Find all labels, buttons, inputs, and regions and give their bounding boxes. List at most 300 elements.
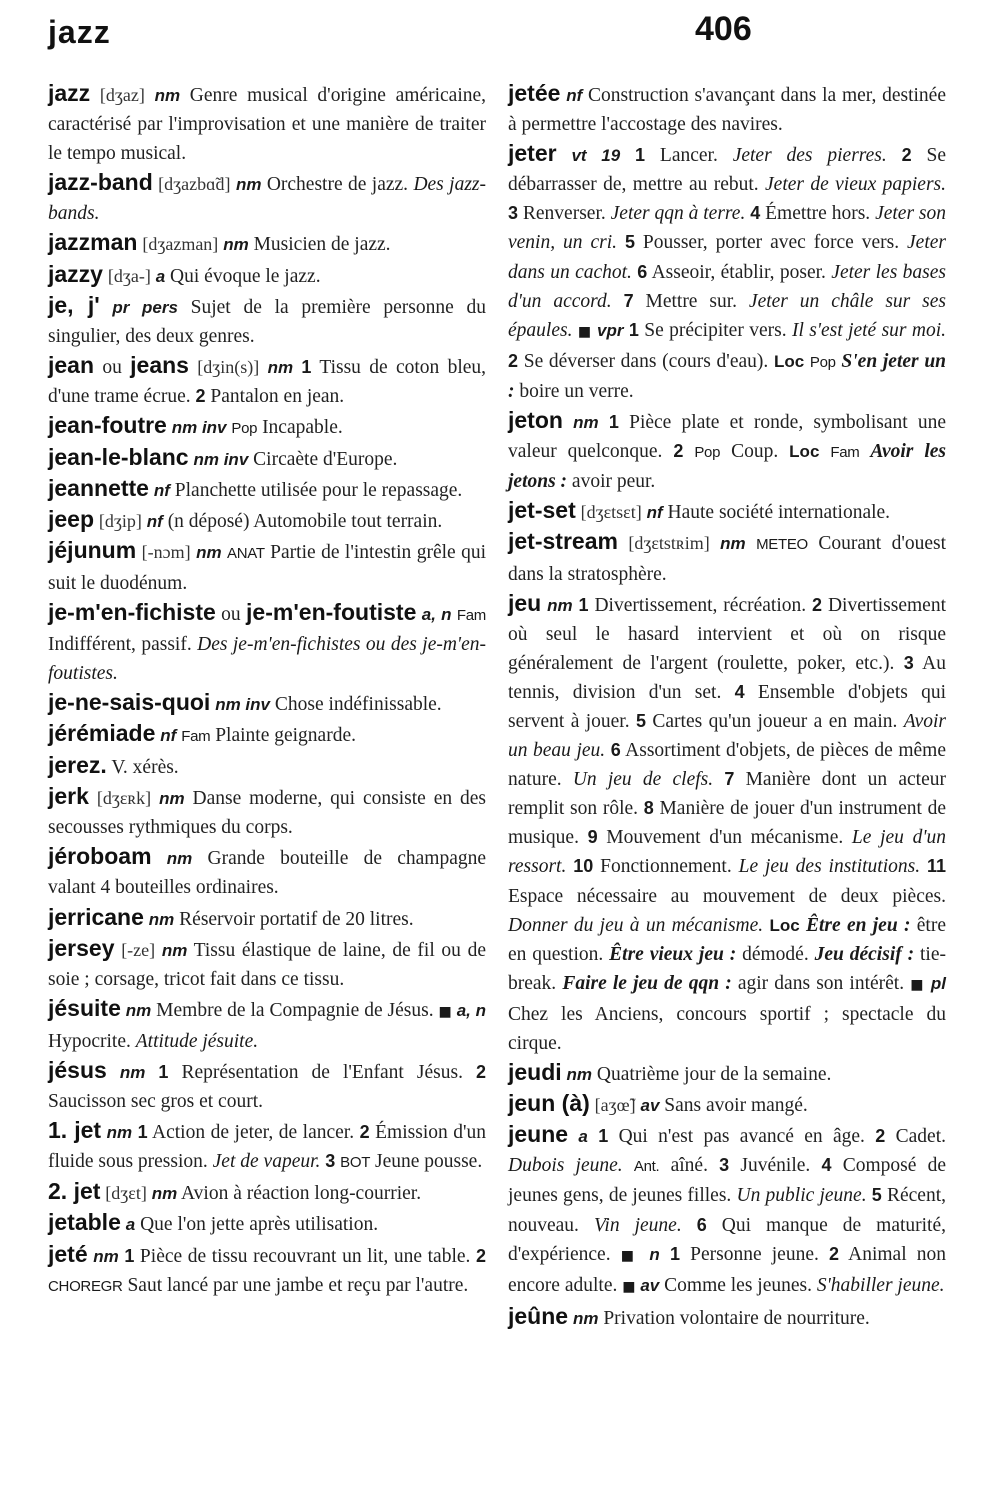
part-of-speech: nm	[119, 1063, 146, 1082]
definition-text: Comme les jeunes.	[659, 1274, 817, 1296]
headword: jérémiade	[48, 719, 156, 746]
example-text: Vin jeune.	[593, 1214, 682, 1236]
dictionary-entry	[48, 505, 486, 536]
headword: jésuite	[48, 994, 121, 1021]
part-of-speech: nf	[646, 503, 663, 523]
headword: jet-stream	[508, 528, 618, 555]
definition-text: Incapable.	[257, 417, 343, 439]
pronunciation: [dʒɛt]	[105, 1183, 147, 1204]
definition-text: Haute société internationale.	[662, 502, 891, 524]
dictionary-entry	[508, 1058, 946, 1089]
definition-text: Quatrième jour de la semaine.	[592, 1064, 832, 1086]
definition-text: Danse moderne, qui consiste en des secousses rythmiques du corps.	[48, 788, 487, 839]
definition-text: Membre de la Compagnie de Jésus.	[151, 999, 439, 1021]
part-of-speech: nm	[151, 1184, 178, 1204]
example-text: Des jazz-bands.	[48, 174, 486, 225]
dictionary-entry	[48, 351, 486, 411]
definition-text: Que l'on jette après utilisation.	[135, 1214, 379, 1236]
usage-label: Fam	[830, 444, 860, 462]
definition-text: Divertissement, récréation.	[588, 594, 813, 616]
headword: jeudi	[508, 1059, 562, 1086]
definition-text: Privation volontaire de nourriture.	[598, 1307, 870, 1329]
sense-number: 1	[628, 319, 639, 340]
pronunciation: [dʒa-]	[107, 265, 151, 286]
definition-text: (n déposé) Automobile tout terrain.	[162, 511, 443, 533]
definition-text: Tissu élastique de laine, de fil ou de soie ; corsage, tricot fait dans ce tissu.	[48, 939, 487, 990]
sense-number: 2	[475, 1245, 486, 1266]
dictionary-entry	[508, 1089, 946, 1120]
headword: jazzman	[48, 229, 138, 256]
right-column	[508, 79, 946, 1333]
headword: jeter	[508, 140, 557, 167]
sense-number: 1	[598, 1126, 609, 1147]
definition-text: Musicien de jazz.	[248, 234, 391, 256]
definition-text: Coup.	[720, 441, 790, 463]
sense-number: 2	[195, 385, 206, 406]
example-text: Des je-m'en-fichistes ou des je-m'en-foutistes.	[48, 633, 486, 684]
definition-text: Fonctionnement.	[593, 856, 739, 878]
dictionary-entry	[48, 842, 486, 902]
definition-text: Orchestre de jazz.	[261, 174, 414, 196]
definition-text	[100, 297, 113, 318]
headword: jeans	[130, 351, 189, 378]
example-text: Le jeu d'un ressort.	[508, 827, 946, 878]
definition-text	[563, 412, 573, 433]
definition-text: Planchette utilisée pour le repassage.	[169, 480, 463, 502]
dictionary-entry	[508, 79, 946, 139]
definition-text: Cadet.	[885, 1126, 946, 1148]
dictionary-entry	[48, 1056, 486, 1116]
headword: 2. jet	[48, 1178, 101, 1205]
pronunciation: [dʒin(s)]	[197, 356, 260, 377]
definition-text: agir dans son intérêt.	[731, 972, 911, 994]
sense-number: 4	[821, 1155, 832, 1176]
usage-label: METEO	[756, 536, 808, 554]
sense-number: 8	[643, 798, 654, 819]
headword: jazz-band	[48, 169, 153, 196]
part-of-speech: nm	[720, 534, 746, 554]
part-of-speech: nm	[93, 1246, 119, 1266]
part-of-speech: a	[578, 1127, 588, 1147]
example-text: Jeter qqn à terre.	[610, 203, 746, 225]
definition-text: Partie de l'intestin grêle qui suit le duodénum.	[48, 542, 487, 594]
part-of-speech: nm	[573, 413, 599, 433]
sense-number: 1	[301, 356, 312, 377]
definition-text: Action de jeter, de lancer.	[147, 1122, 360, 1144]
example-text: Un jeu de clefs.	[572, 769, 714, 791]
example-text: Un public jeune.	[736, 1185, 867, 1207]
definition-text: Se débarrasser de, mettre au rebut.	[508, 145, 947, 196]
headword: je-m'en-foutiste	[246, 598, 417, 625]
sense-number: 2	[812, 594, 823, 615]
definition-text: Plainte geignarde.	[210, 724, 356, 746]
definition-text: Saucisson sec gros et court.	[48, 1091, 263, 1113]
dictionary-entry	[48, 228, 486, 259]
definition-text	[557, 145, 572, 166]
usage-label: ANAT	[227, 545, 265, 563]
definition-text: avoir peur.	[567, 471, 656, 493]
definition-text: Indifférent, passif.	[48, 633, 198, 655]
definition-text: Grande bouteille de champagne valant 4 bouteilles ordinaires.	[48, 848, 487, 899]
page-number: 406	[695, 10, 752, 48]
definition-text	[887, 145, 902, 166]
definition-text: Juvénile.	[729, 1155, 822, 1177]
headword: jeannette	[48, 475, 149, 502]
headword: jerricane	[48, 903, 144, 930]
definition-text: Émettre hors.	[760, 203, 876, 225]
part-of-speech: nm	[196, 543, 222, 563]
definition-text: Courant d'ouest dans la stratosphère.	[508, 533, 947, 585]
dictionary-entry	[48, 411, 486, 443]
example-text: Jeter de vieux papiers.	[765, 174, 946, 196]
sense-number: 3	[903, 652, 914, 673]
definition-text: Composé de jeunes gens, de jeunes filles.	[508, 1155, 947, 1207]
headword: je-ne-sais-quoi	[48, 688, 211, 715]
sense-number: 3	[719, 1155, 730, 1176]
definition-text: Réservoir portatif de 20 litres.	[174, 908, 414, 930]
example-text: Donner du jeu à un mécanisme.	[508, 914, 764, 936]
part-of-speech: a	[125, 1215, 136, 1235]
section-marker: ■	[438, 1003, 452, 1020]
headword: jeu	[508, 589, 542, 616]
definition-text: Manière dont un acteur remplit son rôle.	[508, 769, 946, 820]
definition-text: Avion à réaction long-courrier.	[177, 1183, 422, 1205]
definition-text: Genre musical d'origine américaine, caractérisé par l'improvisation et une manière de traiter le tempo musical.	[48, 85, 487, 165]
definition-text: Mouvement d'un mécanisme.	[597, 827, 852, 849]
sense-number: 5	[871, 1185, 882, 1206]
headword: jéjunum	[48, 537, 137, 564]
definition-text	[859, 441, 870, 462]
example-text: Jeter dans un cachot.	[508, 232, 947, 283]
expression: Jeu décisif :	[814, 943, 915, 965]
definition-text	[623, 1155, 634, 1176]
pronunciation: [dʒip]	[98, 511, 142, 532]
headword: jetée	[508, 80, 561, 106]
part-of-speech: pl	[930, 973, 947, 993]
definition-text	[660, 1244, 670, 1265]
dictionary-entry	[508, 139, 946, 406]
sense-number: 1	[137, 1122, 148, 1143]
example-text: Il s'est jeté sur moi.	[791, 319, 947, 341]
sense-number: 2	[875, 1126, 886, 1147]
definition-text	[617, 232, 625, 253]
headword: jerk	[48, 783, 89, 810]
headword: jetable	[48, 1209, 121, 1236]
headword: jeep	[48, 506, 95, 533]
part-of-speech: nf	[146, 512, 163, 532]
part-of-speech: nm	[223, 235, 249, 255]
example-text: Jet de vapeur.	[212, 1151, 321, 1173]
definition-text	[568, 1126, 578, 1147]
definition-text	[618, 533, 628, 554]
definition-text: Tissu de coton bleu, d'une trame écrue.	[48, 356, 487, 407]
expression: Avoir les jetons :	[508, 441, 947, 493]
sense-number: 3	[325, 1151, 336, 1172]
definition-text: Qui évoque le jazz.	[165, 265, 321, 287]
headword: jerez.	[48, 752, 107, 779]
part-of-speech: nf	[153, 481, 170, 501]
part-of-speech: vt 19	[571, 146, 621, 166]
usage-label: Pop	[809, 353, 836, 371]
usage-label: Fam	[181, 727, 211, 745]
definition-text: Pantalon en jean.	[205, 385, 345, 407]
definition-text: démodé.	[736, 943, 815, 965]
dictionary-entry	[48, 79, 486, 168]
part-of-speech: nm	[547, 595, 573, 615]
definition-text: Émission d'un fluide sous pression.	[48, 1122, 487, 1173]
example-text: Jeter des pierres.	[732, 145, 887, 167]
sense-number: 1	[578, 594, 589, 615]
part-of-speech: nm	[148, 909, 175, 929]
definition-text: Asseoir, établir, poser.	[647, 261, 832, 283]
definition-text: aîné.	[659, 1155, 720, 1177]
definition-text	[145, 85, 155, 106]
sense-number: 2	[901, 145, 912, 166]
dictionary-entry	[48, 291, 486, 351]
part-of-speech: nm inv	[215, 694, 270, 714]
usage-label: Pop	[231, 420, 258, 438]
dictionary-entry	[48, 474, 486, 505]
pronunciation: [dʒazbɑ̃d]	[158, 174, 231, 195]
dictionary-entry	[48, 168, 486, 228]
headword: 1. jet	[48, 1117, 102, 1144]
expression: Être en jeu :	[805, 914, 911, 936]
definition-text: Saut lancé par une jambe et reçu par l'autre.	[122, 1274, 469, 1296]
part-of-speech: av	[640, 1096, 660, 1116]
dictionary-entry	[48, 934, 486, 994]
definition-text: Cartes qu'un joueur a en main.	[646, 710, 904, 732]
dictionary-entry	[48, 719, 486, 751]
definition-text	[620, 145, 635, 166]
section-marker: ■	[622, 1278, 636, 1295]
definition-text	[683, 441, 694, 462]
sense-number: 2	[475, 1062, 486, 1082]
definition-text: Sans avoir mangé.	[659, 1095, 808, 1117]
headword: jésus	[48, 1057, 107, 1083]
sense-number: 1	[124, 1245, 135, 1266]
expression: Faire le jeu de qqn :	[562, 972, 732, 994]
part-of-speech: nm	[159, 789, 185, 809]
definition-text: Renverser.	[518, 203, 611, 225]
sense-number: 1	[669, 1243, 680, 1264]
definition-text	[90, 85, 100, 106]
definition-text	[682, 1215, 697, 1236]
definition-text: Sujet de la première personne du singulier, des deux genres.	[48, 296, 487, 347]
definition-text	[89, 788, 97, 809]
headword: jeune	[508, 1121, 569, 1148]
definition-text: tie-break.	[508, 943, 946, 994]
definition-text: Divertissement où seul le hasard intervient et où on risque généralement de l'argent (roulette, poker, etc.).	[508, 594, 947, 674]
example-text: Jeter un châle sur ses épaules.	[508, 290, 947, 341]
dictionary-entry	[48, 1208, 486, 1239]
sense-number: 5	[624, 232, 635, 253]
sense-number: 2	[508, 350, 519, 371]
dictionary-entry	[48, 994, 486, 1056]
pronunciation: [dʒɛtstʀim]	[628, 533, 710, 554]
definition-text	[710, 533, 720, 554]
definition-text: Qui n'est pas avancé en âge.	[608, 1126, 876, 1148]
dictionary-entry	[508, 527, 946, 588]
section-marker: ■	[910, 976, 925, 993]
definition-text: être en question.	[508, 914, 946, 965]
example-text: Jeter les bases d'un accord.	[508, 261, 946, 312]
headword: jazzy	[48, 260, 103, 287]
definition-text	[713, 769, 724, 790]
dictionary-entry	[48, 1240, 486, 1301]
definition-text	[107, 1062, 120, 1083]
headword: jeun (à)	[508, 1090, 590, 1117]
definition-text	[259, 357, 267, 378]
sense-number: 11	[926, 856, 947, 877]
sense-number: 5	[635, 710, 646, 731]
headword: jazz	[48, 80, 91, 106]
example-text: Dubois jeune.	[508, 1155, 623, 1177]
part-of-speech: nm inv	[171, 418, 227, 438]
definition-text: Mettre sur.	[633, 290, 749, 312]
definition-text: Espace nécessaire au mouvement de deux pièces.	[508, 885, 946, 907]
part-of-speech: n	[649, 1244, 660, 1264]
sense-number: 2	[359, 1122, 370, 1143]
left-column	[48, 79, 486, 1301]
headword: jéroboam	[48, 843, 152, 870]
example-text: Avoir un beau jeu.	[508, 710, 946, 762]
section-marker: ■	[620, 1247, 640, 1264]
definition-text	[155, 940, 162, 961]
part-of-speech: nm	[235, 175, 262, 195]
sense-number: 9	[587, 827, 598, 848]
definition-text: Récent, nouveau.	[508, 1185, 947, 1236]
locution-marker: Loc	[773, 351, 805, 371]
sense-number: 6	[610, 740, 621, 761]
definition-text	[588, 1126, 598, 1147]
definition-text: Pièce plate et ronde, symbolisant une valeur quelconque.	[508, 412, 947, 463]
headword: jeton	[508, 407, 563, 434]
expression: S'en jeter un :	[508, 350, 947, 402]
part-of-speech: a	[155, 266, 166, 286]
sense-number: 1	[635, 145, 646, 166]
expression: Être vieux jeu :	[609, 943, 737, 965]
sense-number: 4	[750, 203, 761, 224]
definition-text: Se précipiter vers.	[638, 319, 792, 341]
part-of-speech: a, n	[456, 1000, 487, 1020]
headword: jean-le-blanc	[48, 444, 189, 471]
definition-text: V. xérès.	[106, 757, 179, 779]
part-of-speech: pr pers	[112, 297, 178, 317]
headword: jeté	[48, 1240, 88, 1267]
definition-text	[819, 441, 830, 462]
sense-number: 2	[673, 441, 684, 462]
dictionary-entry	[508, 1120, 946, 1302]
dictionary-entry	[48, 688, 486, 719]
sense-number: 1	[158, 1062, 169, 1082]
definition-text	[746, 533, 756, 554]
headword: jeûne	[508, 1302, 569, 1329]
pronunciation: [dʒɛʀk]	[96, 788, 152, 809]
definition-text: ou	[215, 603, 247, 625]
part-of-speech: nm	[267, 357, 294, 377]
part-of-speech: nm	[125, 1000, 152, 1020]
definition-text: Jeune pousse.	[370, 1151, 483, 1173]
part-of-speech: nm	[572, 1308, 599, 1328]
example-text: Attitude jésuite.	[135, 1030, 259, 1052]
definition-text: Manière de jouer d'un instrument de musique.	[508, 798, 947, 849]
usage-label: Fam	[456, 606, 487, 624]
part-of-speech: nm	[154, 86, 181, 105]
definition-text: Pousser, porter avec force vers.	[634, 232, 908, 254]
part-of-speech: nf	[566, 86, 583, 105]
part-of-speech: nm	[106, 1123, 133, 1143]
part-of-speech: nm	[166, 849, 193, 869]
headword: jersey	[48, 934, 115, 961]
dictionary-entry	[48, 536, 486, 597]
definition-text: Lancer.	[645, 145, 733, 167]
pronunciation: [-ze]	[121, 939, 156, 960]
part-of-speech: vpr	[596, 320, 624, 340]
definition-text	[145, 1062, 158, 1083]
dictionary-entry	[508, 496, 946, 527]
part-of-speech: a, n	[421, 604, 452, 624]
dictionary-entry	[48, 260, 486, 291]
sense-number: 7	[724, 769, 735, 790]
definition-text: Animal non encore adulte.	[508, 1243, 947, 1296]
sense-number: 6	[637, 261, 648, 282]
pronunciation: [dʒaz]	[99, 85, 145, 105]
dictionary-entry	[48, 782, 486, 842]
definition-text: Hypocrite.	[48, 1030, 136, 1052]
headword: je-m'en-fichiste	[48, 598, 216, 625]
definition-text	[920, 856, 927, 877]
dictionary-entry	[48, 1116, 486, 1177]
guide-word: jazz	[48, 14, 111, 50]
part-of-speech: nf	[160, 725, 177, 745]
sense-number: 10	[573, 856, 594, 877]
locution-marker: Loc	[789, 442, 820, 462]
definition-text: Qui manque de maturité, d'expérience.	[508, 1214, 947, 1265]
definition-text: Au tennis, division d'un set.	[508, 652, 946, 703]
headword: jean	[48, 351, 95, 378]
definition-text: Assortiment d'objets, de pièces de même nature.	[508, 740, 946, 791]
definition-text	[152, 848, 167, 869]
definition-text	[151, 788, 159, 809]
dictionary-entry	[48, 1177, 486, 1208]
definition-text: Ensemble d'objets qui servent à jouer.	[508, 681, 946, 732]
definition-text: boire un verre.	[514, 380, 634, 402]
sense-number: 2	[829, 1243, 840, 1264]
sense-number: 7	[623, 290, 634, 311]
pronunciation: [dʒɛtsɛt]	[580, 502, 642, 523]
part-of-speech: nm inv	[193, 450, 249, 470]
headword: jean-foutre	[48, 412, 167, 439]
section-marker: ■	[577, 323, 592, 340]
locution-marker: Loc	[769, 915, 800, 935]
usage-label: CHOREGR	[48, 1277, 123, 1295]
dictionary-entry	[48, 751, 486, 782]
part-of-speech: av	[640, 1275, 660, 1295]
definition-text: Se déverser dans (cours d'eau).	[518, 350, 774, 372]
dictionary-entry	[508, 1302, 946, 1333]
definition-text: Circaète d'Europe.	[248, 449, 398, 471]
pronunciation: [dʒazman]	[142, 234, 219, 255]
definition-text: ou	[94, 356, 131, 378]
sense-number: 3	[508, 203, 519, 224]
pronunciation: [-nɔm]	[141, 542, 191, 563]
dictionary-entry	[48, 903, 486, 934]
headword: je, j'	[48, 291, 100, 318]
example-text: Jeter son venin, un cri.	[508, 203, 947, 254]
usage-label: Pop	[694, 444, 721, 462]
definition-text	[612, 291, 624, 312]
headword: jet-set	[508, 497, 576, 524]
